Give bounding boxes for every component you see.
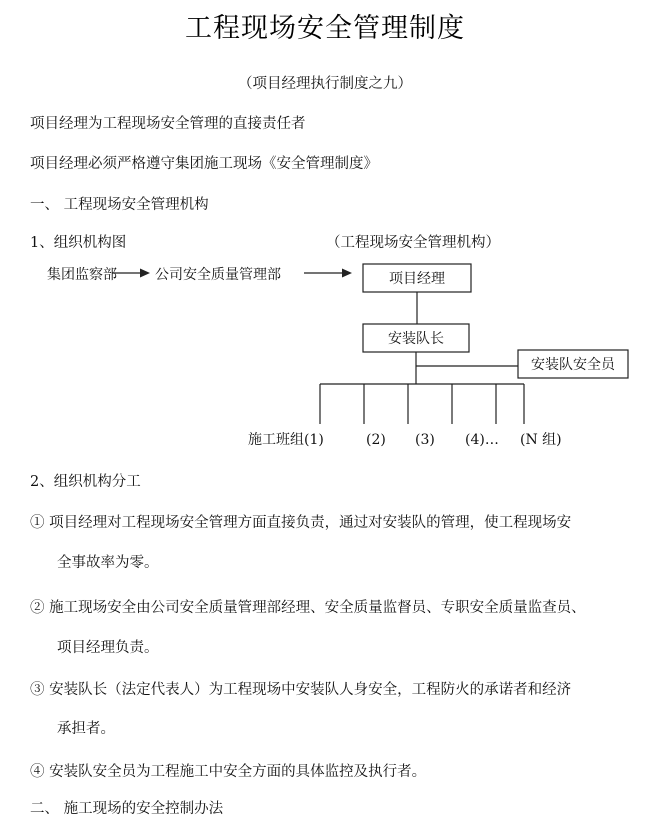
item-4-line-a: ④ 安装队安全员为工程施工中安全方面的具体监控及执行者。 bbox=[30, 764, 427, 780]
subsection-division: 2、组织机构分工 bbox=[30, 474, 141, 490]
section-heading-1: 一、 工程现场安全管理机构 bbox=[30, 197, 209, 213]
org-crew-3: (3) bbox=[415, 432, 435, 448]
org-dept-company: 公司安全质量管理部 bbox=[155, 267, 281, 283]
org-crew-1: 施工班组(1) bbox=[248, 432, 324, 448]
arrow-head-1 bbox=[140, 269, 150, 278]
item-2-line-b: 项目经理负责。 bbox=[57, 640, 159, 656]
org-chart-caption: （工程现场安全管理机构） bbox=[326, 235, 500, 251]
paragraph-responsibility: 项目经理为工程现场安全管理的直接责任者 bbox=[30, 116, 306, 132]
org-team-leader: 安装队长 bbox=[388, 331, 444, 347]
item-2-line-a: ② 施工现场安全由公司安全质量管理部经理、安全质量监督员、专职安全质量监查员、 bbox=[30, 600, 586, 616]
item-1-line-a: ① 项目经理对工程现场安全管理方面直接负责，通过对安装队的管理，使工程现场安 bbox=[30, 515, 572, 531]
item-3-line-a: ③ 安装队长（法定代表人）为工程现场中安装队人身安全，工程防火的承诺者和经济 bbox=[30, 682, 572, 698]
org-project-manager: 项目经理 bbox=[389, 271, 445, 287]
paragraph-compliance: 项目经理必须严格遵守集团施工现场《安全管理制度》 bbox=[30, 156, 378, 172]
arrow-head-2 bbox=[342, 269, 352, 278]
org-crew-4: (4)… bbox=[465, 432, 499, 448]
org-crew-2: (2) bbox=[366, 432, 386, 448]
document-subtitle: （项目经理执行制度之九） bbox=[238, 76, 412, 92]
document-title: 工程现场安全管理制度 bbox=[185, 13, 465, 44]
org-team-safety: 安装队安全员 bbox=[531, 357, 615, 373]
org-crew-n: (N 组) bbox=[520, 432, 562, 448]
item-3-line-b: 承担者。 bbox=[57, 721, 115, 737]
section-heading-2: 二、 施工现场的安全控制办法 bbox=[30, 801, 224, 817]
subsection-org-chart: 1、组织机构图 bbox=[30, 235, 127, 251]
item-1-line-b: 全事故率为零。 bbox=[57, 555, 159, 571]
org-chart bbox=[0, 225, 650, 460]
org-dept-group: 集团监察部 bbox=[47, 267, 117, 283]
